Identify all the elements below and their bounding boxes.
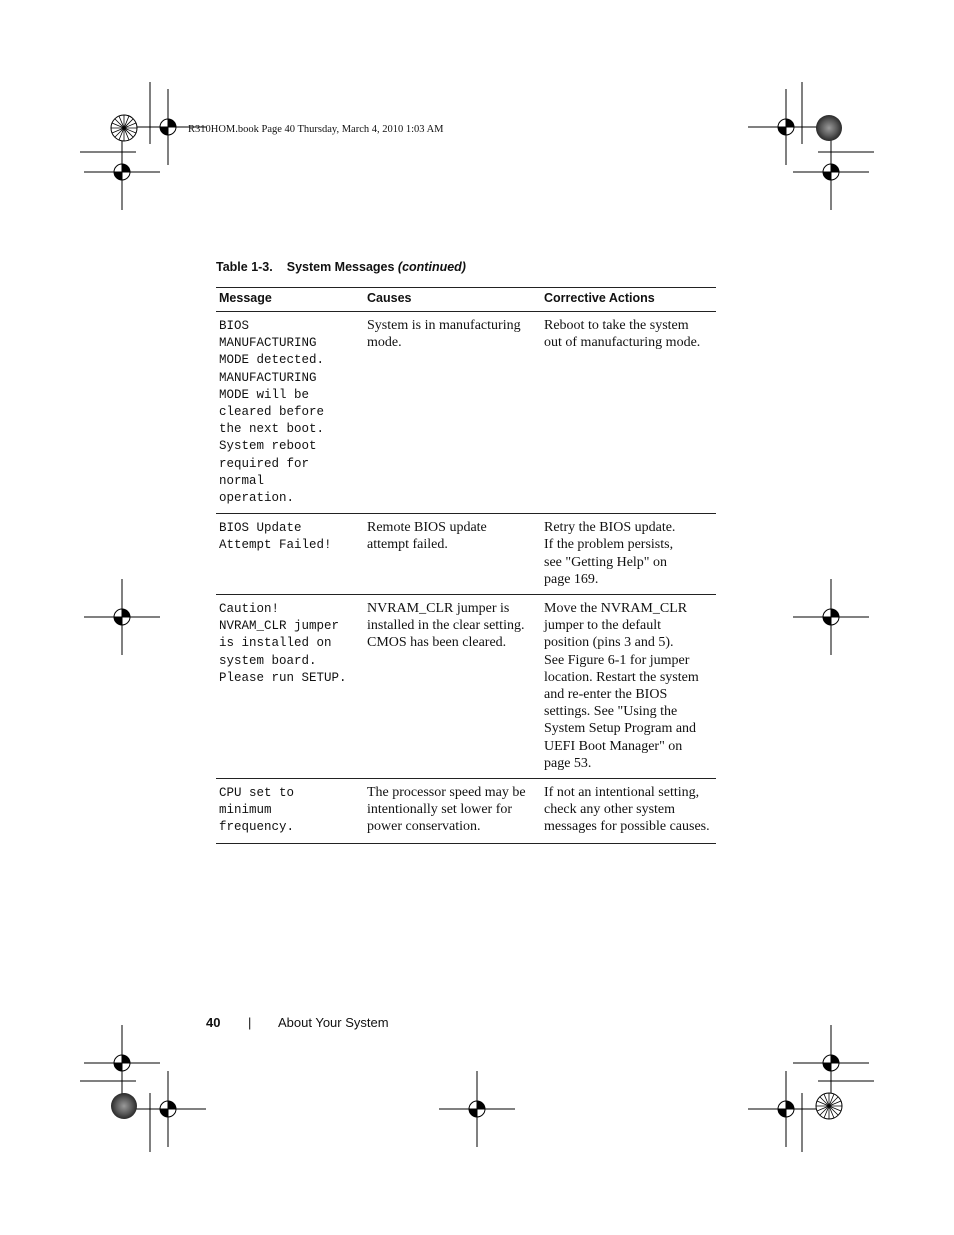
message-cell-line: CPU set to <box>219 786 295 801</box>
corrective-actions-cell-line: Retry the BIOS update. <box>544 520 676 536</box>
table-row <box>216 595 716 779</box>
corrective-actions-cell-line: UEFI Boot Manager" on <box>544 738 683 754</box>
message-cell-line: cleared before <box>219 405 325 420</box>
corrective-actions-cell-line: If not an intentional setting, <box>544 785 700 801</box>
corrective-actions-cell-line: page 53. <box>544 755 592 771</box>
footer-separator: | <box>248 1015 252 1030</box>
message-cell-line: MANUFACTURING <box>219 336 317 351</box>
table-caption-title: System Messages <box>286 260 395 274</box>
corrective-actions-cell-line: and re-enter the BIOS <box>544 687 668 703</box>
message-cell-line: is installed on <box>219 636 332 651</box>
page-number: 40 <box>206 1015 221 1030</box>
causes-cell <box>364 514 541 595</box>
dark-disc-icon-bottom-left <box>111 1093 137 1119</box>
message-cell <box>216 595 364 779</box>
corrective-actions-cell-line: position (pins 3 and 5). <box>544 635 674 651</box>
causes-cell-line: mode. <box>367 335 402 351</box>
dark-disc-icon-top-right <box>816 115 842 141</box>
message-cell-line: required for <box>219 456 310 471</box>
print-slug-header: R310HOM.book Page 40 Thursday, March 4, 2010 1:03 AM <box>188 124 444 135</box>
causes-cell-line: System is in manufacturing <box>367 318 521 333</box>
page-footer <box>206 1015 389 1030</box>
corrective-actions-cell <box>541 514 716 595</box>
message-cell-line: Please run SETUP. <box>219 670 347 685</box>
message-cell-line: the next boot. <box>219 422 325 437</box>
causes-cell-line: CMOS has been cleared. <box>367 635 507 651</box>
corrective-actions-cell <box>541 312 716 514</box>
causes-cell-line: installed in the clear setting. <box>367 618 525 634</box>
column-header-causes: Causes <box>364 288 541 312</box>
corrective-actions-cell-line: jumper to the default <box>544 618 662 634</box>
causes-cell-line: The processor speed may be <box>367 785 526 801</box>
corrective-actions-cell-line: See Figure 6-1 for jumper <box>544 652 690 668</box>
column-header-corrective-actions: Corrective Actions <box>541 288 716 312</box>
message-cell-line: minimum <box>219 803 272 818</box>
corrective-actions-cell-line: see "Getting Help" on <box>544 554 668 570</box>
table-caption-number: Table 1-3. <box>216 260 273 274</box>
causes-cell <box>364 312 541 514</box>
message-cell-line: system board. <box>219 653 317 668</box>
corrective-actions-cell-line: check any other system <box>544 802 676 818</box>
column-header-message: Message <box>216 288 364 312</box>
corrective-actions-cell-line: messages for possible causes. <box>544 819 710 835</box>
message-cell-line: MODE will be <box>219 387 310 402</box>
causes-cell-line: intentionally set lower for <box>367 802 513 818</box>
message-cell <box>216 514 364 595</box>
table-caption <box>216 260 466 274</box>
corrective-actions-cell-line: System Setup Program and <box>544 721 697 737</box>
corrective-actions-cell-line: page 169. <box>544 571 599 587</box>
message-cell-line: Attempt Failed! <box>219 538 332 553</box>
table-row <box>216 779 716 844</box>
table-header-row <box>216 288 716 312</box>
message-cell-line: BIOS <box>219 319 250 333</box>
system-messages-table <box>216 287 716 844</box>
message-cell-line: MANUFACTURING <box>219 370 317 385</box>
corrective-actions-cell-line: settings. See "Using the <box>544 704 678 720</box>
table-row <box>216 514 716 595</box>
message-cell-line: normal <box>219 473 265 488</box>
corrective-actions-cell-line: Reboot to take the system <box>544 318 689 333</box>
corrective-actions-cell <box>541 779 716 844</box>
corrective-actions-cell-line: out of manufacturing mode. <box>544 335 701 351</box>
causes-cell-line: Remote BIOS update <box>367 520 487 536</box>
table-row <box>216 312 716 514</box>
message-cell <box>216 779 364 844</box>
causes-cell-line: power conservation. <box>367 819 481 835</box>
message-cell-line: Caution! <box>219 602 280 617</box>
message-cell-line: operation. <box>219 491 295 506</box>
corrective-actions-cell <box>541 595 716 779</box>
starburst-icon-bottom-right <box>816 1093 842 1119</box>
footer-section-title: About Your System <box>278 1015 389 1030</box>
causes-cell-line: NVRAM_CLR jumper is <box>367 601 510 617</box>
corrective-actions-cell-line: If the problem persists, <box>544 537 674 553</box>
message-cell-line: NVRAM_CLR jumper <box>219 619 340 634</box>
starburst-icon-top-left <box>111 115 137 141</box>
causes-cell <box>364 595 541 779</box>
corrective-actions-cell-line: Move the NVRAM_CLR <box>544 601 688 617</box>
message-cell-line: System reboot <box>219 439 317 454</box>
corrective-actions-cell-line: location. Restart the system <box>544 669 699 685</box>
causes-cell-line: attempt failed. <box>367 537 448 553</box>
causes-cell <box>364 779 541 844</box>
message-cell-line: MODE detected. <box>219 353 325 368</box>
message-cell-line: frequency. <box>219 820 295 835</box>
message-cell <box>216 312 364 514</box>
table-caption-suffix: (continued) <box>397 260 466 274</box>
message-cell-line: BIOS Update <box>219 521 302 536</box>
